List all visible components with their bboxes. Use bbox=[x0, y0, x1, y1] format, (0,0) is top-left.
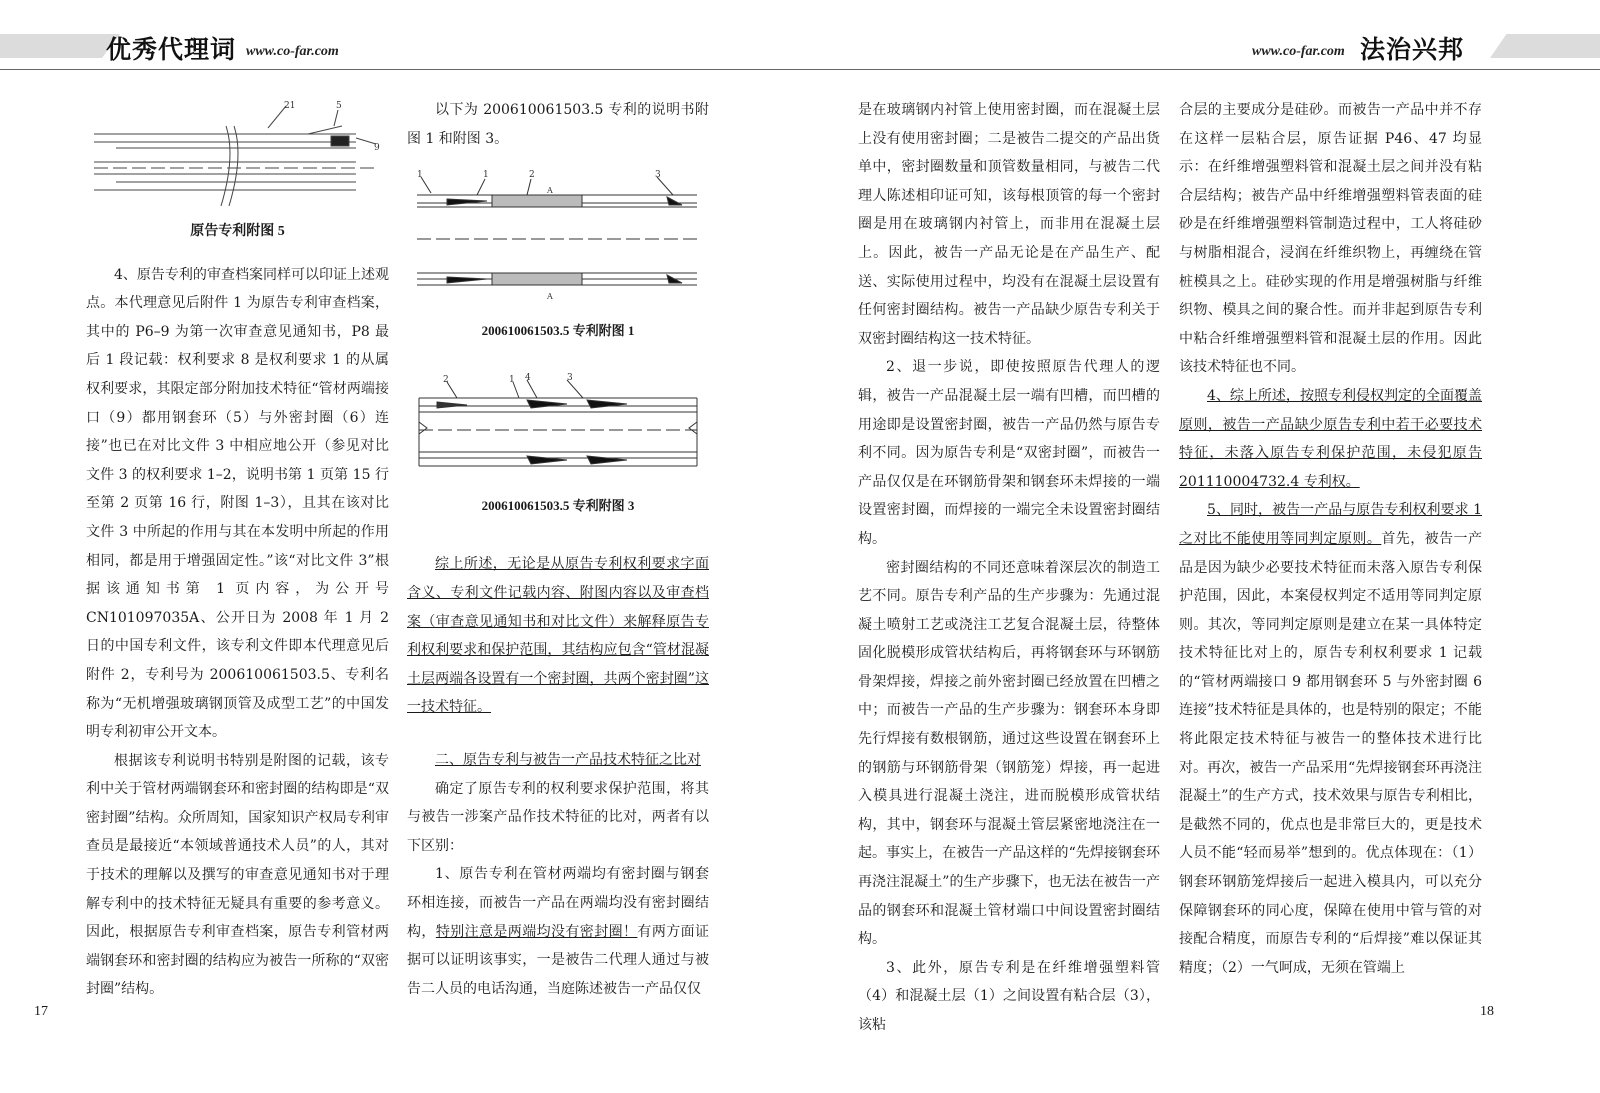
figure-1-drawing bbox=[407, 167, 709, 317]
header-title-right: 法治兴邦 bbox=[1360, 35, 1465, 64]
header-title-left: 优秀代理词 bbox=[106, 35, 237, 64]
section-heading: 二、原告专利与被告一产品技术特征之比对 bbox=[435, 751, 701, 768]
figure-1-label: 1 bbox=[483, 170, 489, 181]
figure-3-label: 3 bbox=[567, 372, 573, 383]
paragraph: 合层的主要成分是硅砂。而被告一产品中并不存在这样一层粘合层，原告证据 P46、47 均显示：在纤维增强塑料管和混凝土层之间并没有粘合层结构；被告产品中纤维增强塑料管表面的硅砂是在纤维增强塑料管制造过程中，工人将硅砂与树脂相混合，浸润在纤维织物上，再缠绕在管桩模具之上。硅砂实现的作用是增强树脂与纤维织物、模具之间的聚合性。而并非起到原告专利中粘合纤维增强塑料管和混凝土层的作用。因此该技术特征也不同。 bbox=[1179, 102, 1482, 376]
header-url-right: www.co-far.com bbox=[1252, 44, 1345, 59]
figure-5-caption: 原告专利附图 5 bbox=[190, 224, 285, 239]
figure-5-label: 21 bbox=[284, 101, 296, 111]
column-1 bbox=[86, 96, 389, 1004]
emphasis-text: 5、同时，被告一产品与原告专利权利要求 1 之对比不能使用等同判定原则。 bbox=[1179, 502, 1482, 547]
header-band-left bbox=[0, 34, 120, 58]
figure-5 bbox=[86, 96, 389, 247]
paragraph: 确定了原告专利的权利要求保护范围，将其与被告一涉案产品作技术特征的比对，两者有以下区别： bbox=[407, 780, 709, 854]
column-4 bbox=[1179, 96, 1482, 982]
paragraph: 密封圈结构的不同还意味着深层次的制造工艺不同。原告专利产品的生产步骤为：先通过混凝土喷射工艺或浇注工艺复合混凝土层，待整体固化脱模形成管状结构后，再将钢套环与环钢筋骨架焊接，焊接之前外密封圈已经放置在凹槽之中；而被告一产品的生产步骤为：钢套环本身即先行焊接有数根钢筋，通过这些设置在钢套环上的钢筋与环钢筋骨架（钢筋笼）焊接，再一起进入模具进行混凝土浇注，进而脱模形成管状结构，其中，钢套环与混凝土管层紧密地浇注在一起。事实上，在被告一产品这样的“先焊接钢套环再浇注混凝土”的生产步骤下，也无法在被告一产品的钢套环和混凝土管材端口中间设置密封圈结构。 bbox=[858, 559, 1160, 948]
header-rule bbox=[0, 69, 1600, 70]
page-number-right: 18 bbox=[1480, 1004, 1494, 1019]
figure-3-caption: 200610061503.5 专利附图 3 bbox=[481, 497, 635, 513]
page-number-left: 17 bbox=[34, 1004, 48, 1019]
emphasis-text: 特别注意是两端均没有密封圈！ bbox=[435, 923, 638, 940]
paragraph: 根据该专利说明书特别是附图的记载，该专利中关于管材两端钢套环和密封圈的结构即是“双密封圈”结构。众所周知，国家知识产权局专利审查员是最接近“本领域普通技术人员”的人，其对于技术的理解以及撰写的审查意见通知书对于理解专利中的技术特征无疑具有重要的参考意义。因此，根据原告专利审查档案，原告专利管材两端钢套环和密封圈的结构应为被告一所称的“双密封圈”结构。 bbox=[86, 752, 389, 998]
paragraph: 2、退一步说，即使按照原告代理人的逻辑，被告一产品混凝土层一端有凹槽，而凹槽的用途即是设置密封圈，被告一产品仍然与原告专利不同。因为原告专利是“双密封圈”，而被告一产品仅仅是在环钢筋骨架和钢套环未焊接的一端设置密封圈，而焊接的一端完全未设置密封圈结构。 bbox=[858, 359, 1160, 547]
text-run: 有两方面证据可以证明该事实，一是被告二代理人通过与被告二人员的电话沟通，当庭陈述被告一产品仅仅 bbox=[407, 923, 710, 997]
figure-1-label: 1 bbox=[417, 170, 423, 181]
paragraph: 以下为 200610061503.5 专利的说明书附图 1 和附图 3。 bbox=[407, 102, 709, 147]
figure-5-label: 5 bbox=[336, 101, 342, 111]
column-3 bbox=[858, 96, 1160, 1040]
figure-1-label: A bbox=[547, 186, 553, 196]
paragraph: 3、此外，原告专利是在纤维增强塑料管（4）和混凝土层（1）之间设置有粘合层（3），该粘 bbox=[858, 959, 1160, 1033]
figure-5-label: 9 bbox=[374, 143, 380, 153]
figure-1-label: 3 bbox=[655, 170, 661, 181]
text-run: 1、原告专利在管材两端均有密封圈与钢套环相连接，而被告一产品在两端均没有密封圈结构， bbox=[407, 866, 709, 940]
column-2 bbox=[407, 96, 709, 1003]
summary-paragraph: 综上所述，无论是从原告专利权利要求字面含义、专利文件记载内容、附图内容以及审查档案（审查意见通知书和对比文件）来解释原告专利权利要求和保护范围，其结构应包含“管材混凝土层两端各设置有一个密封圈，共两个密封圈”这一技术特征。 bbox=[407, 556, 709, 716]
figure-1-label: 2 bbox=[529, 170, 535, 181]
figure-3-drawing bbox=[407, 372, 709, 492]
conclusion-paragraph: 4、综上所述，按照专利侵权判定的全面覆盖原则，被告一产品缺少原告专利中若干必要技术特征，未落入原告专利保护范围，未侵犯原告 201110004732.4 专利权。 bbox=[1179, 387, 1482, 490]
figure-1-label: A bbox=[547, 292, 553, 302]
paragraph: 是在玻璃钢内衬管上使用密封圈，而在混凝土层上没有使用密封圈；二是被告二提交的产品出货单中，密封圈数量和顶管数量相同，与被告二代理人陈述相印证可知，该每根顶管的每一个密封圈是用在玻璃钢内衬管上，而非用在混凝土层上。因此，被告一产品无论是在产品生产、配送、实际使用过程中，均没有在混凝土层设置有任何密封圈结构。被告一产品缺少原告专利关于双密封圈结构这一技术特征。 bbox=[858, 102, 1160, 347]
header-url-left: www.co-far.com bbox=[246, 44, 339, 59]
figure-1-caption: 200610061503.5 专利附图 1 bbox=[481, 323, 635, 339]
figure-3-label: 4 bbox=[525, 372, 531, 383]
paragraph bbox=[1179, 496, 1482, 982]
figure-5-drawing bbox=[86, 96, 389, 214]
figure-3-label: 1 bbox=[509, 374, 515, 385]
header-band-right bbox=[1490, 34, 1600, 58]
figure-3-label: 2 bbox=[443, 374, 449, 385]
paragraph: 4、原告专利的审查档案同样可以印证上述观点。本代理意见后附件 1 为原告专利审查档案，其中的 P6–9 为第一次审查意见通知书，P8 最后 1 段记载：权利要求 8 是权利要求 1 的从属权利要求，其限定部分附加技术特征“管材两端接口（9）都用钢套环（5）与外密封圈（6）连接”也已在对比文件 3 中相应地公开（参见对比文件 3 的权利要求 1–2，说明书第 1 页第 15 行至第 2 页第 16 行，附图 1–3），且其在该对比文件 3 中所起的作用与其在本发明中所起的作用相同，都是用于增强固定性。”该“对比文件 3”根据该通知书第 1 页内容，为公开号 CN101097035A、公开日为 2008 年 1 月 2 日的中国专利文件，该专利文件即本代理意见后附件 2，专利号为 200610061503.5、专利名称为“无机增强玻璃钢顶管及成型工艺”的中国发明专利初审公开文本。 bbox=[86, 266, 389, 741]
paragraph bbox=[407, 860, 709, 1003]
text-run: 首先，被告一产品是因为缺少必要技术特征而未落入原告专利保护范围，因此，本案侵权判定不适用等同判定原则。其次，等同判定原则是建立在某一具体特定技术特征比对上的，原告专利权利要求 1 记载的“管材两端接口 9 都用钢套环 5 与外密封圈 6 连接”技术特征是具体的，也是特别的限定；不能将此限定技术特征与被告一的整体技术进行比对。再次，被告一产品采用“先焊接钢套环再浇注混凝土”的生产方式，技术效果与原告专利相比，是截然不同的，优点也是非常巨大的，更是技术人员不能“轻而易举”想到的。优点体现在：（1）钢套环钢筋笼焊接后一起进入模具内，可以充分保障钢套环的同心度，保障在使用中管与管的对接配合精度，而原告专利的“后焊接”难以保证其精度；（2）一气呵成，无须在管端上 bbox=[1179, 530, 1483, 976]
